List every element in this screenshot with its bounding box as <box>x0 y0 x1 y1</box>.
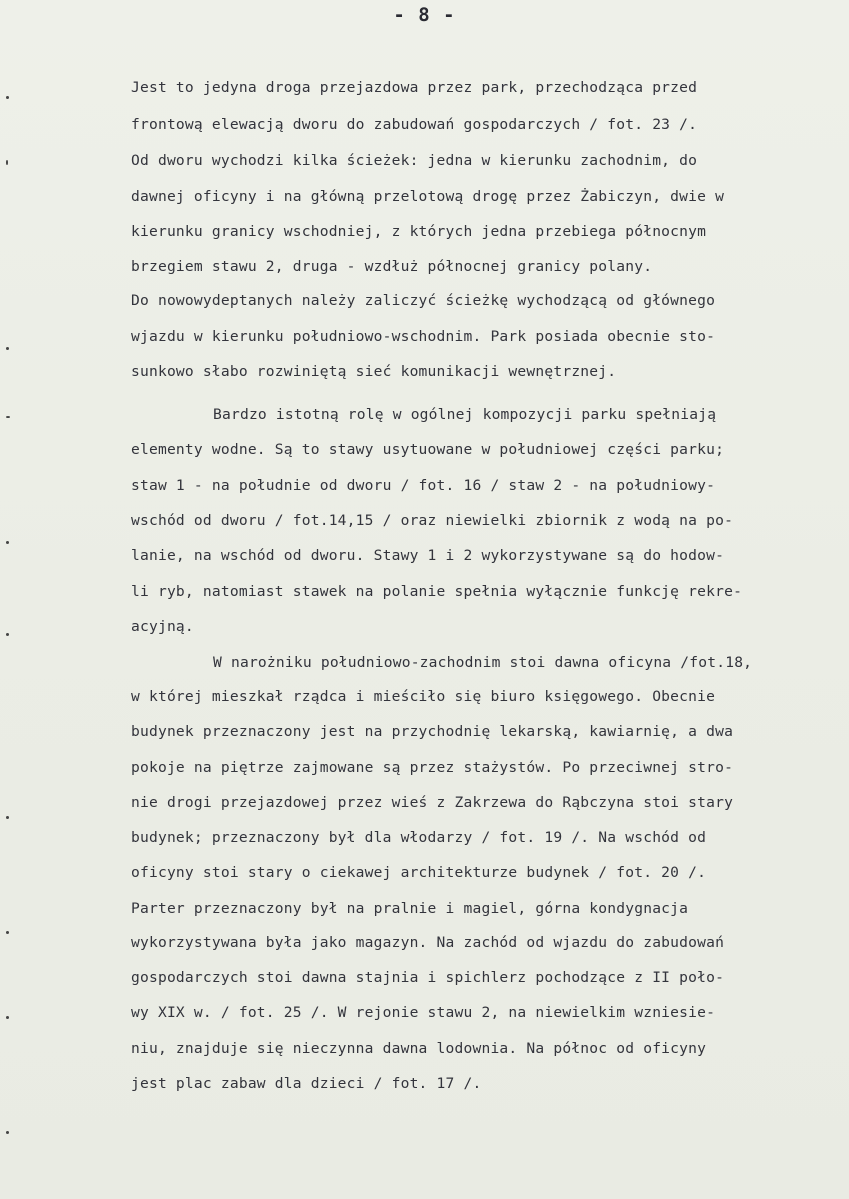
margin-speck <box>6 347 9 350</box>
margin-speck <box>6 1131 9 1134</box>
text-line: wjazdu w kierunku południowo-wschodnim. Park posiada obecnie sto- <box>131 328 716 345</box>
text-line: niu, znajduje się nieczynna dawna lodownia. Na północ od oficyny <box>131 1040 707 1057</box>
margin-speck <box>6 633 9 636</box>
text-line: brzegiem stawu 2, druga - wzdłuż północnej granicy polany. <box>131 258 653 275</box>
text-line: frontową elewacją dworu do zabudowań gospodarczych / fot. 23 /. <box>131 116 698 133</box>
margin-speck <box>6 160 8 165</box>
text-line: jest plac zabaw dla dzieci / fot. 17 /. <box>131 1075 482 1092</box>
text-line: Bardzo istotną rolę w ogólnej kompozycji parku spełniają <box>213 406 717 423</box>
text-line: Parter przeznaczony był na pralnie i magiel, górna kondygnacja <box>131 900 689 917</box>
text-line: Do nowowydeptanych należy zaliczyć ścieżkę wychodzącą od głównego <box>131 292 716 309</box>
margin-speck <box>6 416 10 418</box>
text-line: wschód od dworu / fot.14,15 / oraz niewielki zbiornik z wodą na po- <box>131 512 734 529</box>
margin-speck <box>6 931 9 934</box>
text-line: budynek; przeznaczony był dla włodarzy / fot. 19 /. Na wschód od <box>131 829 707 846</box>
margin-speck <box>6 541 9 544</box>
margin-speck <box>6 1016 9 1019</box>
margin-speck <box>6 96 9 99</box>
text-line: nie drogi przejazdowej przez wieś z Zakrzewa do Rąbczyna stoi stary <box>131 794 734 811</box>
text-line: dawnej oficyny i na główną przelotową drogę przez Żabiczyn, dwie w <box>131 188 725 205</box>
text-line: budynek przeznaczony jest na przychodnię lekarską, kawiarnię, a dwa <box>131 723 734 740</box>
text-line: acyjną. <box>131 618 194 635</box>
text-line: Od dworu wychodzi kilka ścieżek: jedna w kierunku zachodnim, do <box>131 152 698 169</box>
text-line: oficyny stoi stary o ciekawej architekturze budynek / fot. 20 /. <box>131 864 707 881</box>
text-line: pokoje na piętrze zajmowane są przez stażystów. Po przeciwnej stro- <box>131 759 734 776</box>
text-line: Jest to jedyna droga przejazdowa przez park, przechodząca przed <box>131 79 698 96</box>
text-line: wykorzystywana była jako magazyn. Na zachód od wjazdu do zabudowań <box>131 934 725 951</box>
text-line: gospodarczych stoi dawna stajnia i spichlerz pochodzące z II poło- <box>131 969 725 986</box>
text-line: w której mieszkał rządca i mieściło się biuro księgowego. Obecnie <box>131 688 716 705</box>
text-line: W narożniku południowo-zachodnim stoi dawna oficyna /fot.18, <box>213 654 753 671</box>
text-line: li ryb, natomiast stawek na polanie spełnia wyłącznie funkcję rekre- <box>131 583 743 600</box>
text-line: sunkowo słabo rozwiniętą sieć komunikacji wewnętrznej. <box>131 363 617 380</box>
text-line: wy XIX w. / fot. 25 /. W rejonie stawu 2, na niewielkim wzniesie- <box>131 1004 716 1021</box>
text-line: lanie, na wschód od dworu. Stawy 1 i 2 wykorzystywane są do hodow- <box>131 547 725 564</box>
text-line: kierunku granicy wschodniej, z których jedna przebiega północnym <box>131 223 707 240</box>
margin-speck <box>6 816 9 819</box>
text-line: staw 1 - na południe od dworu / fot. 16 / staw 2 - na południowy- <box>131 477 716 494</box>
text-line: elementy wodne. Są to stawy usytuowane w południowej części parku; <box>131 441 725 458</box>
page-number: - 8 - <box>393 4 456 26</box>
